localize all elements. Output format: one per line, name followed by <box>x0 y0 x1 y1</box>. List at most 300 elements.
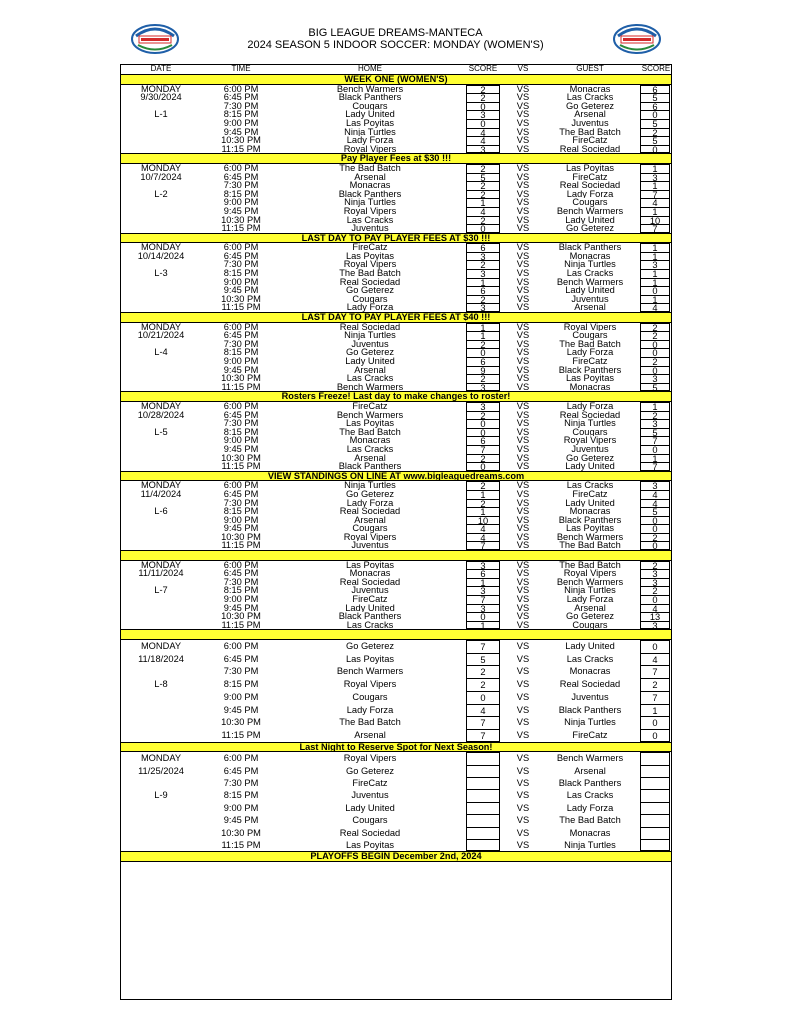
guest-score-value: 2 <box>640 678 670 691</box>
game-row <box>120 814 672 826</box>
date-cell <box>120 340 202 349</box>
guest-score-cell <box>640 374 672 383</box>
week-banner-row <box>120 551 672 561</box>
vs-cell: VS <box>516 172 530 182</box>
game-row <box>120 366 672 375</box>
date-cell <box>120 357 202 366</box>
game-row <box>120 357 672 366</box>
home-score-value: 4 <box>466 533 500 542</box>
time-cell: 7:30 PM <box>223 577 259 587</box>
home-score-value: 0 <box>466 428 500 437</box>
home-score-value: 2 <box>466 85 500 94</box>
time-cell: 11:15 PM <box>221 224 261 234</box>
vs-cell: VS <box>516 277 530 287</box>
guest-score-cell <box>640 621 672 630</box>
time-cell: 9:45 PM <box>223 206 259 216</box>
home-team-cell: Royal Vipers <box>343 260 397 270</box>
guest-score-cell <box>640 84 672 93</box>
time-cell: 10:30 PM <box>221 827 261 838</box>
time-cell: 8:15 PM <box>223 586 259 596</box>
time-cell: 10:30 PM <box>221 374 261 383</box>
guest-score-cell <box>640 802 672 814</box>
home-team-cell: FireCatz <box>352 595 388 604</box>
time-cell: 6:45 PM <box>223 653 259 664</box>
vs-cell: VS <box>516 480 530 490</box>
guest-team-cell: Lady United <box>565 215 615 225</box>
vs-cell: VS <box>516 507 530 516</box>
guest-team-cell: Bench Warmers <box>556 277 624 287</box>
guest-score-cell <box>640 595 672 604</box>
guest-score-value: 0 <box>640 340 670 349</box>
guest-score-value: 2 <box>640 323 670 332</box>
time-cell: 11:15 PM <box>221 541 261 551</box>
home-score-value: 2 <box>466 93 500 102</box>
game-row <box>120 173 672 182</box>
playoffs-banner-row <box>120 852 672 862</box>
guest-score-cell <box>640 136 672 145</box>
home-score-cell <box>460 136 506 145</box>
game-row <box>120 84 672 93</box>
home-team-cell: Royal Vipers <box>343 532 397 542</box>
guest-team-cell: Black Panthers <box>558 778 622 789</box>
home-score-cell <box>460 586 506 595</box>
home-score-cell <box>460 604 506 613</box>
guest-score-cell <box>640 243 672 252</box>
time-cell: 7:30 PM <box>223 260 259 270</box>
vs-cell: VS <box>516 815 530 826</box>
time-cell: 8:15 PM <box>223 189 259 199</box>
game-row <box>120 278 672 287</box>
vs-cell: VS <box>516 436 530 445</box>
guest-score-value: 5 <box>640 136 670 145</box>
home-score-value: 1 <box>466 331 500 340</box>
home-score-cell <box>460 516 506 525</box>
guest-team-cell: Lady Forza <box>566 348 614 357</box>
time-cell: 9:00 PM <box>223 515 259 525</box>
guest-score-value: 0 <box>640 286 670 295</box>
home-team-cell: Ninja Turtles <box>344 480 396 490</box>
game-row <box>120 260 672 269</box>
guest-score-cell <box>640 653 672 666</box>
home-score-value: 3 <box>466 561 500 570</box>
home-score-cell <box>460 814 506 826</box>
home-score-cell <box>460 348 506 357</box>
date-cell: L-7 <box>154 586 168 596</box>
time-cell: 11:15 PM <box>221 382 261 392</box>
date-cell <box>120 802 202 814</box>
date-cell <box>120 462 202 471</box>
home-score-cell <box>460 445 506 454</box>
guest-team-cell: FireCatz <box>572 357 608 366</box>
time-cell: 11:15 PM <box>221 729 261 740</box>
game-row <box>120 322 672 331</box>
game-row <box>120 216 672 225</box>
guest-score-value <box>640 827 670 839</box>
game-row <box>120 604 672 613</box>
game-row <box>120 678 672 691</box>
guest-score-value: 5 <box>640 119 670 128</box>
home-team-cell: The Bad Batch <box>339 717 401 728</box>
home-score-value: 2 <box>466 260 500 269</box>
vs-cell: VS <box>516 224 530 234</box>
guest-score-cell <box>640 507 672 516</box>
home-score-value: 6 <box>466 569 500 578</box>
column-header-row <box>120 64 672 75</box>
time-cell: 8:15 PM <box>223 348 259 357</box>
home-score-cell <box>460 411 506 420</box>
vs-cell: VS <box>516 666 530 677</box>
home-score-cell <box>460 777 506 789</box>
home-score-cell <box>460 173 506 182</box>
guest-team-cell: Las Poyitas <box>565 374 615 383</box>
game-row <box>120 348 672 357</box>
home-score-value: 2 <box>466 665 500 678</box>
guest-score-cell <box>640 604 672 613</box>
vs-cell: VS <box>516 515 530 525</box>
vs-cell: VS <box>516 532 530 542</box>
league-title: BIG LEAGUE DREAMS-MANTECA <box>308 27 483 39</box>
home-score-value: 4 <box>466 207 500 216</box>
date-cell: 11/18/2024 <box>138 653 184 664</box>
vs-cell: VS <box>516 620 530 630</box>
vs-cell: VS <box>516 827 530 838</box>
game-row <box>120 569 672 578</box>
vs-cell: VS <box>516 144 530 154</box>
home-score-cell <box>460 704 506 717</box>
home-score-value: 3 <box>466 303 500 312</box>
vs-cell: VS <box>516 541 530 551</box>
time-cell: 8:15 PM <box>223 427 259 437</box>
date-cell: L-2 <box>154 189 168 199</box>
home-team-cell: Go Geterez <box>345 765 395 776</box>
game-row <box>120 243 672 252</box>
home-score-value: 4 <box>466 704 500 717</box>
guest-score-cell <box>640 163 672 172</box>
vs-cell: VS <box>516 331 530 340</box>
time-cell: 6:45 PM <box>223 410 259 420</box>
vs-cell: VS <box>516 269 530 278</box>
vs-cell: VS <box>516 717 530 728</box>
time-cell: 7:30 PM <box>223 181 259 190</box>
home-team-cell: Arsenal <box>354 515 386 525</box>
time-cell: 10:30 PM <box>221 717 261 728</box>
home-team-cell: Monacras <box>349 436 391 445</box>
guest-score-cell <box>640 303 672 312</box>
home-score-value: 4 <box>466 524 500 533</box>
game-row <box>120 716 672 729</box>
vs-cell: VS <box>516 453 530 463</box>
time-cell: 6:00 PM <box>223 641 259 651</box>
date-cell <box>120 595 202 604</box>
week-banner-text: LAST DAY TO PAY PLAYER FEES AT $40 !!! <box>120 313 672 323</box>
week-banner-row <box>120 233 672 243</box>
guest-score-cell <box>640 216 672 225</box>
guest-team-cell: Las Cracks <box>566 653 614 664</box>
home-score-cell <box>460 533 506 542</box>
home-score-value: 1 <box>466 507 500 516</box>
guest-team-cell: FireCatz <box>572 729 608 740</box>
home-team-cell: Las Poyitas <box>345 840 395 851</box>
date-cell <box>120 777 202 789</box>
home-score-value: 5 <box>466 653 500 666</box>
home-team-cell: The Bad Batch <box>339 269 401 278</box>
game-row <box>120 665 672 678</box>
guest-score-cell <box>640 436 672 445</box>
game-row <box>120 331 672 340</box>
time-cell: 7:30 PM <box>223 498 259 508</box>
home-score-cell <box>460 691 506 704</box>
guest-score-cell <box>640 827 672 839</box>
home-score-cell <box>460 678 506 691</box>
home-score-value: 7 <box>466 595 500 604</box>
vs-cell: VS <box>516 127 530 137</box>
guest-score-cell <box>640 366 672 375</box>
home-score-value: 0 <box>466 348 500 357</box>
home-score-cell <box>460 839 506 852</box>
col-vs: VS <box>506 64 540 75</box>
guest-score-cell <box>640 93 672 102</box>
guest-score-cell <box>640 481 672 490</box>
guest-score-value: 2 <box>640 331 670 340</box>
vs-cell: VS <box>516 489 530 499</box>
guest-score-cell <box>640 128 672 137</box>
game-row <box>120 595 672 604</box>
home-score-cell <box>460 436 506 445</box>
guest-score-cell <box>640 814 672 826</box>
time-cell: 8:15 PM <box>223 679 259 690</box>
home-score-value: 3 <box>466 145 500 154</box>
guest-score-value: 4 <box>640 303 670 312</box>
time-cell: 10:30 PM <box>221 453 261 463</box>
guest-score-value: 4 <box>640 499 670 508</box>
home-score-cell <box>460 507 506 516</box>
guest-score-value: 2 <box>640 561 670 570</box>
guest-team-cell: Real Sociedad <box>559 679 621 690</box>
vs-cell: VS <box>516 586 530 596</box>
guest-score-value: 7 <box>640 190 670 199</box>
home-team-cell: Lady Forza <box>346 704 394 715</box>
guest-team-cell: Ninja Turtles <box>564 586 616 596</box>
home-score-cell <box>460 119 506 128</box>
home-score-cell <box>460 295 506 304</box>
guest-score-cell <box>640 428 672 437</box>
guest-team-cell: Lady Forza <box>566 189 614 199</box>
guest-score-value: 5 <box>640 507 670 516</box>
guest-score-value: 0 <box>640 729 670 742</box>
guest-score-value: 0 <box>640 145 670 154</box>
time-cell: 7:30 PM <box>223 339 259 349</box>
home-score-value: 7 <box>466 640 500 653</box>
game-row <box>120 516 672 525</box>
vs-cell: VS <box>516 704 530 715</box>
vs-cell: VS <box>516 303 530 313</box>
time-cell: 9:45 PM <box>223 603 259 613</box>
col-home: HOME <box>280 64 460 75</box>
vs-cell: VS <box>516 560 530 570</box>
guest-team-cell: Ninja Turtles <box>564 419 616 428</box>
vs-cell: VS <box>516 778 530 789</box>
season-subtitle: 2024 SEASON 5 INDOOR SOCCER: MONDAY (WOMEN'S) <box>247 39 544 51</box>
guest-score-value <box>640 839 670 851</box>
home-score-value: 1 <box>466 278 500 287</box>
vs-cell: VS <box>516 357 530 366</box>
game-row <box>120 445 672 454</box>
home-score-value: 2 <box>466 499 500 508</box>
vs-cell: VS <box>516 691 530 702</box>
home-score-value: 6 <box>466 357 500 366</box>
vs-cell: VS <box>516 215 530 225</box>
vs-cell: VS <box>516 365 530 375</box>
guest-team-cell: Black Panthers <box>558 365 622 375</box>
time-cell: 6:45 PM <box>223 331 259 340</box>
home-score-cell <box>460 621 506 630</box>
guest-score-value: 6 <box>640 85 670 94</box>
guest-score-value: 10 <box>640 216 670 225</box>
home-team-cell: Black Panthers <box>338 612 402 621</box>
guest-score-cell <box>640 145 672 154</box>
guest-score-value: 0 <box>640 541 670 550</box>
game-row <box>120 340 672 349</box>
home-score-value: 4 <box>466 128 500 137</box>
week-banner-row <box>120 630 672 640</box>
home-team-cell: Las Poyitas <box>345 653 395 664</box>
guest-team-cell: Go Geterez <box>565 453 615 463</box>
date-cell: L-9 <box>154 790 168 801</box>
date-cell <box>120 691 202 704</box>
guest-team-cell: Royal Vipers <box>563 322 617 332</box>
col-date: DATE <box>120 64 202 75</box>
time-cell: 9:45 PM <box>223 524 259 533</box>
guest-score-value <box>640 789 670 801</box>
home-team-cell: Real Sociedad <box>339 577 401 587</box>
home-score-value: 6 <box>466 436 500 445</box>
game-row <box>120 802 672 814</box>
time-cell: 9:45 PM <box>223 365 259 375</box>
time-cell: 10:30 PM <box>221 294 261 304</box>
date-cell <box>120 827 202 839</box>
home-score-cell <box>460 578 506 587</box>
guest-team-cell: Las Cracks <box>566 269 614 278</box>
guest-team-cell: FireCatz <box>572 489 608 499</box>
home-score-value: 0 <box>466 462 500 471</box>
time-cell: 9:45 PM <box>223 815 259 826</box>
home-score-cell <box>460 128 506 137</box>
home-team-cell: Juventus <box>351 586 389 596</box>
date-cell <box>120 445 202 454</box>
guest-team-cell: Monacras <box>569 507 611 516</box>
home-team-cell: Juventus <box>351 224 389 234</box>
home-score-value: 3 <box>466 269 500 278</box>
date-cell: 11/11/2024 <box>138 569 184 578</box>
home-score-cell <box>460 93 506 102</box>
guest-team-cell: Real Sociedad <box>559 410 621 420</box>
home-score-value: 2 <box>466 190 500 199</box>
guest-team-cell: Arsenal <box>574 603 606 613</box>
time-cell: 6:00 PM <box>223 322 259 332</box>
guest-team-cell: The Bad Batch <box>559 541 621 551</box>
guest-team-cell: Cougars <box>572 620 608 630</box>
game-row <box>120 128 672 137</box>
home-score-cell <box>460 322 506 331</box>
home-score-value: 2 <box>466 340 500 349</box>
home-score-cell <box>460 419 506 428</box>
home-team-cell: Real Sociedad <box>339 322 401 332</box>
home-score-cell <box>460 560 506 569</box>
home-team-cell: Go Geterez <box>345 489 395 499</box>
game-row <box>120 533 672 542</box>
guest-score-value: 7 <box>640 462 670 471</box>
home-team-cell: Lady Forza <box>346 498 394 508</box>
home-team-cell: Arsenal <box>354 365 386 375</box>
date-cell <box>120 604 202 613</box>
date-cell <box>120 436 202 445</box>
home-score-cell <box>460 802 506 814</box>
home-team-cell: Arsenal <box>354 453 386 463</box>
guest-score-value <box>640 752 670 764</box>
home-score-cell <box>460 765 506 777</box>
home-score-value: 7 <box>466 716 500 729</box>
home-score-value: 4 <box>466 136 500 145</box>
guest-score-cell <box>640 445 672 454</box>
home-score-value: 2 <box>466 216 500 225</box>
home-score-cell <box>460 286 506 295</box>
game-row <box>120 765 672 777</box>
guest-score-cell <box>640 322 672 331</box>
home-score-cell <box>460 243 506 252</box>
time-cell: 8:15 PM <box>223 269 259 278</box>
time-cell: 10:30 PM <box>221 215 261 225</box>
home-score-cell <box>460 827 506 839</box>
guest-score-value: 0 <box>640 716 670 729</box>
home-score-cell <box>460 595 506 604</box>
date-cell <box>120 260 202 269</box>
home-score-cell <box>460 401 506 410</box>
vs-cell: VS <box>516 569 530 578</box>
guest-score-value: 3 <box>640 419 670 428</box>
game-row <box>120 102 672 111</box>
date-cell <box>120 374 202 383</box>
game-row <box>120 252 672 261</box>
guest-team-cell: Real Sociedad <box>559 144 621 154</box>
home-score-cell <box>460 207 506 216</box>
vs-cell: VS <box>516 729 530 740</box>
date-cell <box>120 128 202 137</box>
guest-team-cell: FireCatz <box>572 172 608 182</box>
home-score-value: 2 <box>466 164 500 173</box>
home-score-cell <box>460 269 506 278</box>
guest-score-value: 0 <box>640 524 670 533</box>
guest-team-cell: Monacras <box>569 666 611 677</box>
guest-team-cell: Ninja Turtles <box>564 260 616 270</box>
home-team-cell: Go Geterez <box>345 641 395 651</box>
time-cell: 9:45 PM <box>223 286 259 295</box>
home-team-cell: Lady United <box>345 603 395 613</box>
time-cell: 6:00 PM <box>223 84 259 94</box>
vs-cell: VS <box>516 444 530 454</box>
home-score-cell <box>460 524 506 533</box>
time-cell: 10:30 PM <box>221 136 261 145</box>
guest-score-cell <box>640 260 672 269</box>
date-cell: 11/4/2024 <box>140 489 182 499</box>
home-team-cell: Black Panthers <box>338 189 402 199</box>
guest-team-cell: Ninja Turtles <box>564 840 616 851</box>
time-cell: 9:00 PM <box>223 802 259 813</box>
guest-score-cell <box>640 691 672 704</box>
guest-team-cell: Royal Vipers <box>563 569 617 578</box>
home-team-cell: Arsenal <box>354 172 386 182</box>
home-score-cell <box>460 490 506 499</box>
guest-score-cell <box>640 173 672 182</box>
